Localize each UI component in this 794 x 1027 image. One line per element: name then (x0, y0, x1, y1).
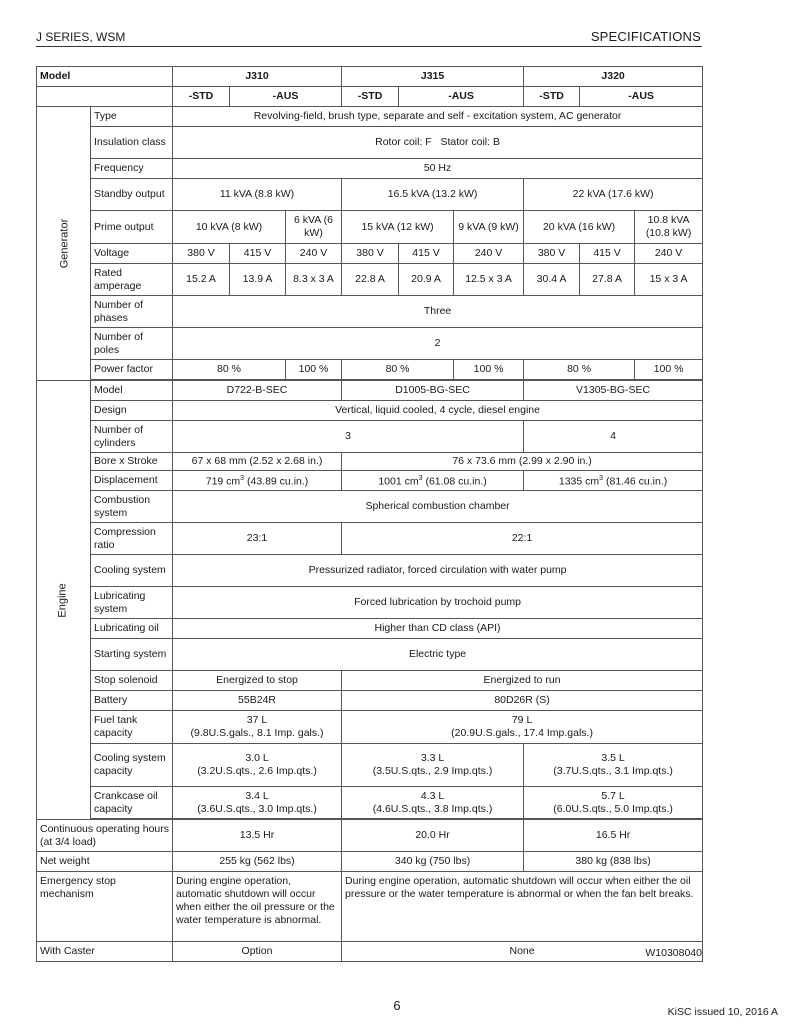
value-line: (3.6U.S.qts., 3.0 Imp.qts.) (197, 802, 317, 815)
table-cell: 415 V (230, 244, 286, 264)
table-cell (173, 471, 342, 491)
variant-j315-std: -STD (342, 87, 399, 107)
table-cell: 380 kg (838 lbs) (524, 852, 703, 872)
row-label: Crankcase oil capacity (91, 787, 173, 819)
table-cell: Higher than CD class (API) (173, 619, 703, 639)
row-label: Cooling system (91, 555, 173, 587)
group-generator (37, 107, 91, 381)
table-cell: 16.5 kVA (13.2 kW) (342, 179, 524, 211)
table-row (37, 711, 703, 744)
table-row (37, 244, 703, 264)
row-label: Emergency stop mechanism (37, 872, 173, 942)
table-cell (173, 787, 342, 819)
table-cell: 22 kVA (17.6 kW) (524, 179, 703, 211)
table-row (37, 453, 703, 471)
table-cell: 100 % (286, 360, 342, 380)
model-j315: J315 (342, 67, 524, 87)
table-cell: 240 V (454, 244, 524, 264)
value-text: 1335 cm (558, 475, 600, 488)
value-text: (81.46 cu.in.) (603, 475, 668, 488)
table-cell (342, 711, 703, 744)
table-cell: 4 (524, 421, 703, 453)
row-label: Battery (91, 691, 173, 711)
row-label: Prime output (91, 211, 173, 244)
table-row (37, 872, 703, 942)
row-label: With Caster (37, 942, 173, 962)
table-cell: 3 (173, 421, 524, 453)
superscript: 3 (418, 475, 423, 483)
row-label: Starting system (91, 639, 173, 671)
page-number: 6 (393, 998, 401, 1013)
table-cell: 80 % (524, 360, 635, 380)
row-label: Model (91, 381, 173, 401)
row-label: Standby output (91, 179, 173, 211)
table-cell: 55B24R (173, 691, 342, 711)
table-cell: 11 kVA (8.8 kW) (173, 179, 342, 211)
value-line: (20.9U.S.gals., 17.4 Imp.gals.) (451, 727, 593, 739)
table-cell: 6 kVA (6 kW) (286, 211, 342, 244)
table-cell: Rotor coil: F Stator coil: B (173, 127, 703, 159)
table-cell: Option (173, 942, 342, 962)
row-label: Continuous operating hours (at 3/4 load) (37, 820, 173, 852)
table-cell (524, 471, 703, 491)
table-row (37, 671, 703, 691)
table-cell: 13.9 A (230, 264, 286, 296)
table-cell: Energized to stop (173, 671, 342, 691)
value-line: 3.4 L (245, 789, 269, 802)
table-cell: Energized to run (342, 671, 703, 691)
row-label: Design (91, 401, 173, 421)
table-cell: None (342, 942, 703, 962)
row-label: Insulation class (91, 127, 173, 159)
row-label: Compression ratio (91, 523, 173, 555)
row-label: Net weight (37, 852, 173, 872)
table-cell: 80 % (173, 360, 286, 380)
row-label: Stop solenoid (91, 671, 173, 691)
table-cell: 20 kVA (16 kW) (524, 211, 635, 244)
value-line: (3.7U.S.qts., 3.1 Imp.qts.) (553, 765, 673, 777)
variant-j320-aus: -AUS (580, 87, 703, 107)
row-label: Bore x Stroke (91, 453, 173, 471)
table-cell: Three (173, 296, 703, 328)
table-cell (173, 744, 342, 787)
table-row (37, 852, 703, 872)
row-label: Voltage (91, 244, 173, 264)
table-cell: 22:1 (342, 523, 703, 555)
table-row (37, 264, 703, 296)
table-cell: 255 kg (562 lbs) (173, 852, 342, 872)
table-cell: 2 (173, 328, 703, 360)
table-row (37, 491, 703, 523)
table-row (37, 639, 703, 671)
row-label: Displacement (91, 471, 173, 491)
header-section-title: SPECIFICATIONS (590, 29, 701, 44)
value-line: 4.3 L (420, 789, 445, 802)
table-cell: Pressurized radiator, forced circulation with water pump (173, 555, 703, 587)
superscript: 3 (599, 475, 604, 483)
table-cell: 100 % (454, 360, 524, 380)
table-cell: D722-B-SEC (173, 381, 342, 401)
row-label: Fuel tank capacity (91, 711, 173, 744)
value-line: 3.0 L (245, 752, 269, 764)
row-label: Combustion system (91, 491, 173, 523)
value-text: (43.89 cu.in.) (244, 475, 309, 488)
model-j320: J320 (524, 67, 703, 87)
table-cell (342, 471, 524, 491)
table-cell: 10 kVA (8 kW) (173, 211, 286, 244)
table-cell (524, 787, 703, 819)
table-cell: 415 V (580, 244, 635, 264)
row-label: Type (91, 107, 173, 127)
table-row (37, 328, 703, 360)
table-row (37, 942, 703, 962)
table-cell: Revolving-field, brush type, separate and self - excitation system, AC generator (173, 107, 703, 127)
table-cell: 22.8 A (342, 264, 399, 296)
table-row (37, 360, 703, 380)
variant-j315-aus: -AUS (399, 87, 524, 107)
table-row (37, 471, 703, 491)
table-cell: Vertical, liquid cooled, 4 cycle, diesel engine (173, 401, 703, 421)
table-cell: 80D26R (S) (342, 691, 703, 711)
table-row (37, 211, 703, 244)
table-cell: 380 V (342, 244, 399, 264)
specifications-table (36, 66, 703, 962)
table-cell: 15 kVA (12 kW) (342, 211, 454, 244)
header-rule (36, 46, 702, 47)
issued-note: KiSC issued 10, 2016 A (667, 1006, 778, 1018)
row-label: Power factor (91, 360, 173, 380)
table-row (37, 107, 703, 127)
value-line: 79 L (511, 714, 533, 726)
table-cell: Spherical combustion chamber (173, 491, 703, 523)
table-cell: 415 V (399, 244, 454, 264)
table-cell: 67 x 68 mm (2.52 x 2.68 in.) (173, 453, 342, 471)
table-row (37, 127, 703, 159)
table-cell (524, 744, 703, 787)
table-cell: 16.5 Hr (524, 820, 703, 852)
table-cell: During engine operation, automatic shutdown will occur when either the oil pressure or the water temperature is abnormal. (173, 872, 342, 942)
variant-j310-std: -STD (173, 87, 230, 107)
table-cell: 76 x 73.6 mm (2.99 x 2.90 in.) (342, 453, 703, 471)
model-header-label: Model (37, 67, 173, 87)
table-cell (342, 787, 524, 819)
row-label: Number of cylinders (91, 421, 173, 453)
table-cell: 240 V (286, 244, 342, 264)
table-row (37, 587, 703, 619)
table-row (37, 159, 703, 179)
row-label: Number of poles (91, 328, 173, 360)
header-series: J SERIES, WSM (36, 30, 126, 44)
value-text: (61.08 cu.in.) (422, 475, 487, 488)
table-cell: 27.8 A (580, 264, 635, 296)
row-label: Number of phases (91, 296, 173, 328)
row-label: Lubricating oil (91, 619, 173, 639)
table-cell: 15.2 A (173, 264, 230, 296)
row-label: Lubricating system (91, 587, 173, 619)
table-row (37, 401, 703, 421)
table-cell: 20.9 A (399, 264, 454, 296)
table-row (37, 555, 703, 587)
table-row (37, 619, 703, 639)
table-cell (173, 711, 342, 744)
table-cell: 100 % (635, 360, 703, 380)
table-cell: 13.5 Hr (173, 820, 342, 852)
value-line: (3.2U.S.qts., 2.6 Imp.qts.) (197, 765, 317, 777)
table-row (37, 179, 703, 211)
row-label: Cooling system capacity (91, 744, 173, 787)
table-cell: 340 kg (750 lbs) (342, 852, 524, 872)
value-line: (3.5U.S.qts., 2.9 Imp.qts.) (372, 765, 493, 777)
table-cell: During engine operation, automatic shutdown will occur when either the oil pressure or the water temperature is abnormal or when the fan belt breaks. (342, 872, 703, 942)
blank-cell (37, 87, 173, 107)
table-cell: 9 kVA (9 kW) (454, 211, 524, 244)
table-cell: 23:1 (173, 523, 342, 555)
table-row (37, 421, 703, 453)
table-cell: 380 V (524, 244, 580, 264)
model-j310: J310 (173, 67, 342, 87)
variant-j310-aus: -AUS (230, 87, 342, 107)
table-row-model (37, 67, 703, 87)
table-cell: 12.5 x 3 A (454, 264, 524, 296)
table-cell: 10.8 kVA (10.8 kW) (635, 211, 703, 244)
table-cell: 20.0 Hr (342, 820, 524, 852)
table-cell: 380 V (173, 244, 230, 264)
group-engine (37, 381, 91, 820)
row-label: Rated amperage (91, 264, 173, 296)
table-row (37, 296, 703, 328)
table-row (37, 523, 703, 555)
table-cell: 50 Hz (173, 159, 703, 179)
table-cell: D1005-BG-SEC (342, 381, 524, 401)
table-cell: 240 V (635, 244, 703, 264)
value-line: (4.6U.S.qts., 3.8 Imp.qts.) (372, 802, 493, 815)
table-cell: V1305-BG-SEC (524, 381, 703, 401)
value-line: (9.8U.S.gals., 8.1 Imp. gals.) (190, 727, 324, 739)
table-cell: 30.4 A (524, 264, 580, 296)
table-row (37, 787, 703, 819)
table-cell: Electric type (173, 639, 703, 671)
table-row (37, 820, 703, 852)
table-cell: 15 x 3 A (635, 264, 703, 296)
table-row-variants (37, 87, 703, 107)
value-line: 37 L (246, 714, 268, 726)
table-row (37, 691, 703, 711)
value-text: 719 cm (205, 475, 241, 488)
table-cell: Forced lubrication by trochoid pump (173, 587, 703, 619)
variant-j320-std: -STD (524, 87, 580, 107)
value-text: 1001 cm (378, 475, 419, 488)
group-label: Generator (58, 218, 71, 269)
table-cell: 80 % (342, 360, 454, 380)
value-line: 3.3 L (420, 752, 445, 764)
table-row (37, 744, 703, 787)
table-cell (342, 744, 524, 787)
value-line: (6.0U.S.qts., 5.0 Imp.qts.) (553, 802, 673, 815)
table-cell: 8.3 x 3 A (286, 264, 342, 296)
document-code: W10308040 (645, 947, 702, 959)
value-line: 3.5 L (601, 752, 625, 764)
group-label: Engine (56, 582, 69, 618)
value-line: 5.7 L (601, 789, 625, 802)
table-row (37, 381, 703, 401)
superscript: 3 (240, 475, 245, 483)
row-label: Frequency (91, 159, 173, 179)
